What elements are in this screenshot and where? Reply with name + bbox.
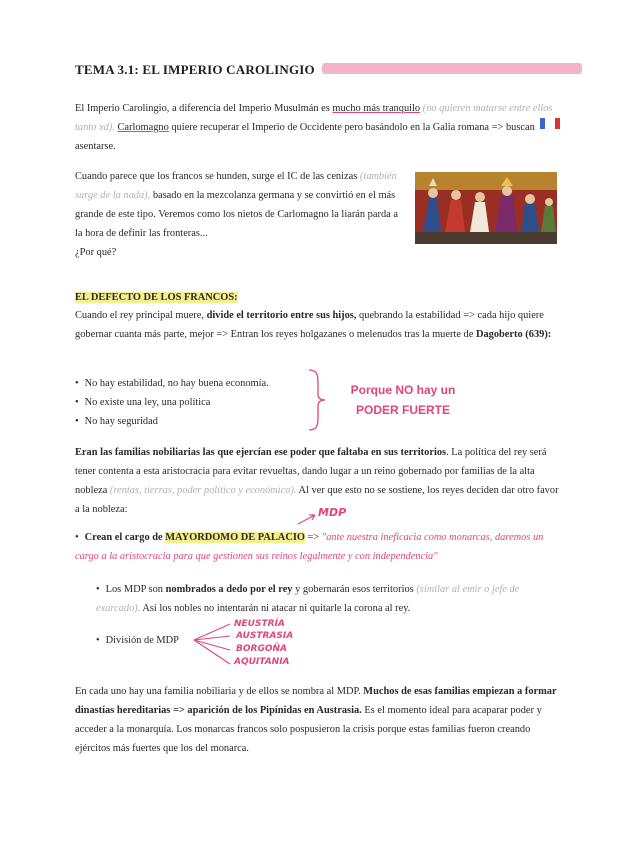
p2-aside: (también surge de la nada),: [75, 171, 397, 201]
division-borgona: BORGOÑA: [236, 644, 287, 654]
bullet-mayordomo: [75, 528, 560, 566]
curly-brace-icon: [306, 368, 328, 432]
b2-text-1: Los MDP son: [105, 584, 166, 595]
s1-text-1: Cuando el rey principal muere,: [75, 310, 207, 321]
b2-text-2: y gobernarán esos territorios: [292, 584, 417, 595]
s1-bold-1: divide el territorio entre sus hijos,: [206, 310, 357, 321]
s1-text-2: quebrando la estabilidad => cada hijo quiere gobernar cuanta más parte, mejor => Entran los reyes holgazanes o melenudos tras la muerte de: [75, 310, 544, 340]
flag-blue-stripe: [540, 118, 545, 129]
p5-bold: Muchos de esas familias empiezan a formar dinastías hereditarias => aparición de los Pipínidas en Austrasia.: [75, 686, 557, 716]
intro-text-2: quiere recuperar el Imperio de Occidente pero basándolo en la Galia romana => buscan asentarse.: [75, 122, 535, 152]
intro-carlomagno: Carlomagno: [117, 122, 169, 133]
list-item: • No existe una ley, una política: [75, 393, 315, 412]
medieval-illustration: [415, 172, 557, 244]
intro-underlined-phrase: mucho más tranquilo: [332, 103, 421, 114]
brace-annotation: [340, 380, 466, 420]
paragraph-defecto: [75, 306, 560, 344]
branch-arrows-icon: [192, 620, 234, 668]
p4-bold: Eran las familias nobiliarias las que ejercían ese poder que faltaba en sus territorios: [75, 447, 447, 458]
sub-bullet-division: [96, 631, 179, 650]
bullet-marker: [75, 532, 85, 543]
p5-text-2: Es el momento ideal para acaparar poder y acceder a la monarquía. Los monarcas francos solo pospusieron la crisis porque estas familias fueron creando ejércitos más fuertes que los del monarca.: [75, 705, 542, 754]
p4-text-1: . La política del rey será tener contenta a esta aristocracia para evitar revueltas, dando lugar a un reino gobernado por familias de la alta nobleza: [75, 447, 547, 496]
b2-aside: (similar al emir o jefe de exarcado).: [96, 584, 520, 614]
sub-bullet-nombrados: [96, 580, 560, 618]
mdp-annotation: MDP: [318, 506, 347, 519]
b1-text-1: Crean el cargo de: [84, 532, 166, 543]
intro-aside: (no quieren matarse entre ellos tanto xd).: [75, 103, 553, 133]
p2-text-1: Cuando parece que los francos se hunden, surge el IC de las cenizas: [75, 171, 360, 182]
p2-text-2: basado en la mezcolanza germana y se convirtió en el más grande de este tipo. Veremos como los nietos de Carlomagno la liarán parda a la hora de definir las fronteras...: [75, 190, 398, 239]
p5-text-1: En cada uno hay una familia nobiliaria y de ellos se nombra al MDP.: [75, 686, 364, 697]
b2-bold: nombrados a dedo por el rey: [165, 584, 293, 595]
page-title: TEMA 3.1: EL IMPERIO CAROLINGIO: [75, 62, 315, 77]
p4-text-2: Al ver que esto no se sostiene, los reyes deciden dar otro favor a la nobleza:: [75, 485, 559, 515]
paragraph-dinastias: [75, 682, 560, 758]
bullet-marker: [96, 635, 106, 646]
p2-question: ¿Por qué?: [75, 247, 117, 258]
division-neustria: NEUSTRÍA: [234, 619, 285, 629]
brace-annotation-line-2: PODER FUERTE: [355, 403, 450, 417]
b2-text-3: Así los nobles no intentarán ni atacar ni quitarle la corona al rey.: [140, 603, 411, 614]
title-underline-bar: [322, 63, 582, 74]
section-heading-defecto: [75, 288, 238, 307]
b1-arrow-text: =>: [304, 532, 322, 543]
section-heading-text: EL DEFECTO DE LOS FRANCOS:: [75, 292, 238, 303]
arrow-icon: [296, 512, 318, 526]
flag-red-stripe: [555, 118, 560, 129]
b1-highlight: MAYORDOMO DE PALACIO: [165, 532, 305, 543]
p4-aside: (rentas, tierras, poder político y económico).: [109, 485, 297, 496]
bullet-list-problems: [75, 374, 315, 431]
s1-bold-2: Dagoberto (639):: [475, 329, 552, 340]
b1-quote: "ante nuestra ineficacia como monarcas, daremos un cargo a la aristocracia para que gestionen sus reinos legalmente y con independencia": [75, 532, 544, 562]
paragraph-francos: [75, 167, 403, 262]
b3-label: División de MDP: [105, 635, 179, 646]
flag-white-stripe: [548, 118, 553, 129]
division-austrasia: AUSTRASIA: [236, 631, 294, 641]
brace-annotation-line-1: Porque NO hay un: [350, 383, 456, 397]
list-item: • No hay seguridad: [75, 412, 315, 431]
intro-paragraph: [75, 99, 560, 156]
bullet-marker: [96, 584, 106, 595]
list-item: • No hay estabilidad, no hay buena economía.: [75, 374, 315, 393]
division-aquitania: AQUITANIA: [234, 657, 290, 667]
intro-text-1: El Imperio Carolingio, a diferencia del Imperio Musulmán es: [75, 103, 333, 114]
